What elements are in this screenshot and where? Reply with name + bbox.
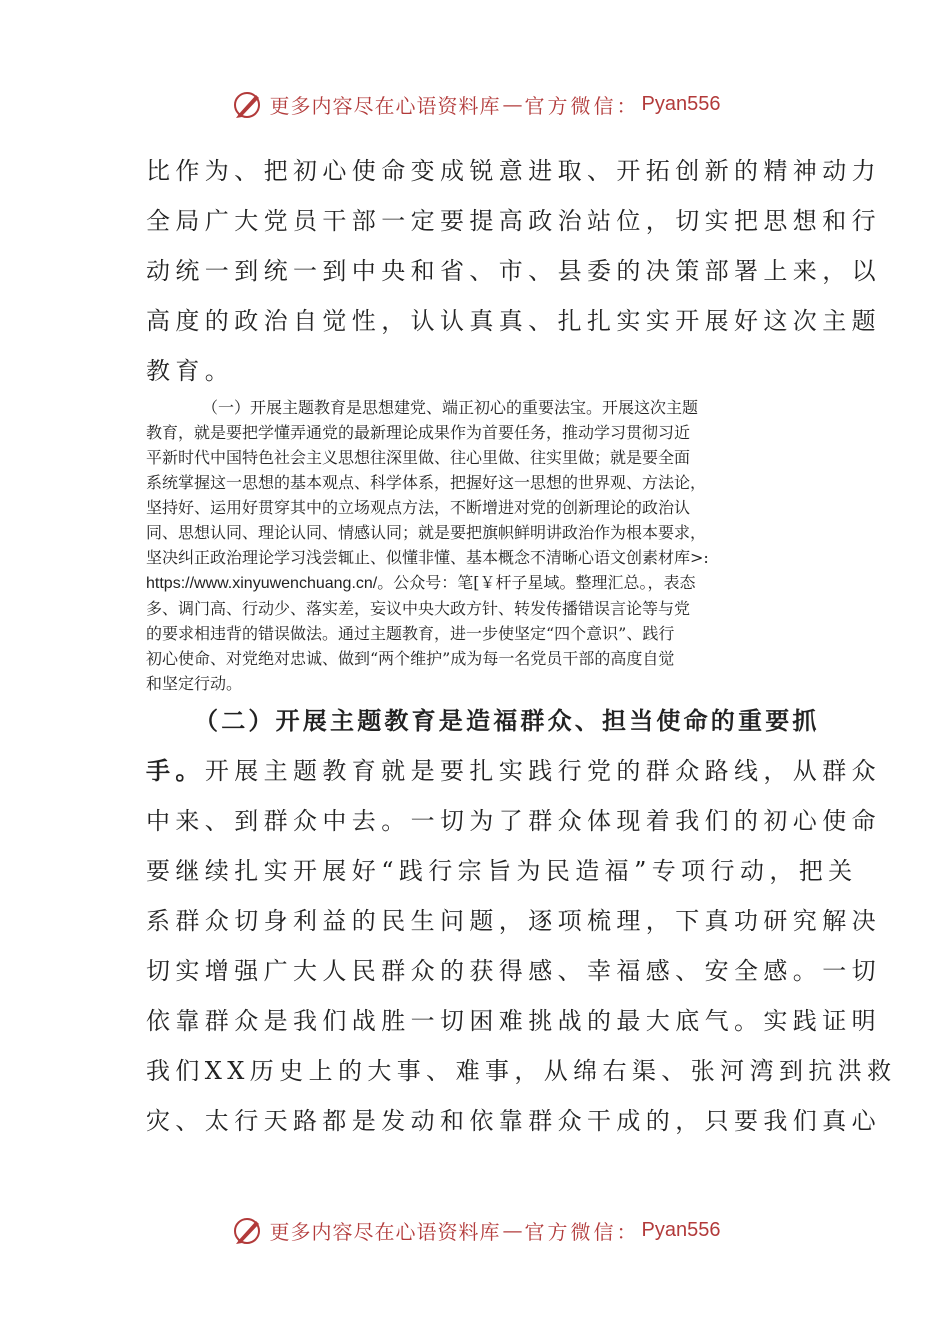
body-line: 教育。 xyxy=(146,357,235,385)
small-line: （一）开展主题教育是思想建党、端正初心的重要法宝。开展这次主题 xyxy=(202,398,699,417)
section-one-paragraph xyxy=(146,395,808,696)
small-line: 的要求相违背的错误做法。通过主题教育，进一步使坚定“四个意识”、践行 xyxy=(146,624,675,643)
banner-dash: — xyxy=(502,1218,523,1242)
body-line: 全局广大党员干部一定要提高政治站位，切实把思想和行 xyxy=(146,207,881,235)
body-line: 高度的政治自觉性，认认真真、扎扎实实开展好这次主题 xyxy=(146,307,881,335)
small-line: 初心使命、对党绝对忠诚、做到“两个维护”成为每一名党员干部的高度自觉 xyxy=(146,649,675,668)
small-line: 系统掌握这一思想的基本观点、科学体系，把握好这一思想的世界观、方法论， xyxy=(146,473,707,492)
pen-logo-icon xyxy=(230,87,264,121)
pen-logo-icon xyxy=(230,1213,264,1247)
small-line-with-url xyxy=(146,570,808,596)
banner-text: 更多内容尽在心语资料库 xyxy=(269,93,501,118)
section-two-text: 开展主题教育就是要扎实践行党的群众路线，从群众 xyxy=(204,757,882,785)
banner-wechat-label: 官方微信： xyxy=(524,1219,640,1244)
small-line: 和坚定行动。 xyxy=(146,674,243,693)
banner-wechat-label: 官方微信： xyxy=(524,93,640,118)
body-line: 系群众切身利益的民生问题，逐项梳理，下真功研究解决 xyxy=(146,907,881,935)
banner-wechat-id: Pyan556 xyxy=(641,1218,721,1241)
body-line: 灾、太行天路都是发动和依靠群众干成的，只要我们真心 xyxy=(146,1107,881,1135)
banner-wechat-id: Pyan556 xyxy=(641,92,721,115)
section-two-heading-text: （二）开展主题教育是造福群众、担当使命的重要抓 xyxy=(194,706,820,735)
body-line: 切实增强广大人民群众的获得感、幸福感、安全感。一切 xyxy=(146,957,881,985)
source-url: https://www.xinyuwenchuang.cn/ xyxy=(146,575,378,592)
section-two-heading xyxy=(146,706,820,736)
body-line: 比作为、把初心使命变成锐意进取、开拓创新的精神动力 xyxy=(146,157,881,185)
banner-text: 更多内容尽在心语资料库 xyxy=(269,1219,501,1244)
url-suffix: 。公众号：笔[￥杆子星域。整理汇总。，表态 xyxy=(377,573,696,592)
body-line: 中来、到群众中去。一切为了群众体现着我们的初心使命 xyxy=(146,807,881,835)
body-line: 要继续扎实开展好“践行宗旨为民造福”专项行动，把关 xyxy=(146,857,858,885)
body-line: 我们XX历史上的大事、难事，从绵右渠、张河湾到抗洪救 xyxy=(146,1057,897,1085)
body-line xyxy=(146,756,882,786)
small-line: 平新时代中国特色社会主义思想往深里做、往心里做、往实里做；就是要全面 xyxy=(146,448,691,467)
body-line: 动统一到统一到中央和省、市、县委的决策部署上来，以 xyxy=(146,257,881,285)
body-line: 依靠群众是我们战胜一切困难挑战的最大底气。实践证明 xyxy=(146,1007,881,1035)
small-line: 坚持好、运用好贯穿其中的立场观点方法，不断增进对党的创新理论的政治认 xyxy=(146,498,691,517)
section-two-heading-end: 手。 xyxy=(146,756,205,785)
small-line: 同、思想认同、理论认同、情感认同；就是要把旗帜鲜明讲政治作为根本要求， xyxy=(146,523,707,542)
footer-watermark-banner xyxy=(0,1208,950,1252)
small-line: 多、调门高、行动少、落实差，妄议中央大政方针、转发传播错误言论等与党 xyxy=(146,599,691,618)
header-watermark-banner xyxy=(0,82,950,126)
small-line: 坚决纠正政治理论学习浅尝辄止、似懂非懂、基本概念不清晰心语文创素材库>: xyxy=(146,548,709,567)
small-line: 教育，就是要把学懂弄通党的最新理论成果作为首要任务，推动学习贯彻习近 xyxy=(146,423,691,442)
banner-dash: — xyxy=(502,92,523,116)
